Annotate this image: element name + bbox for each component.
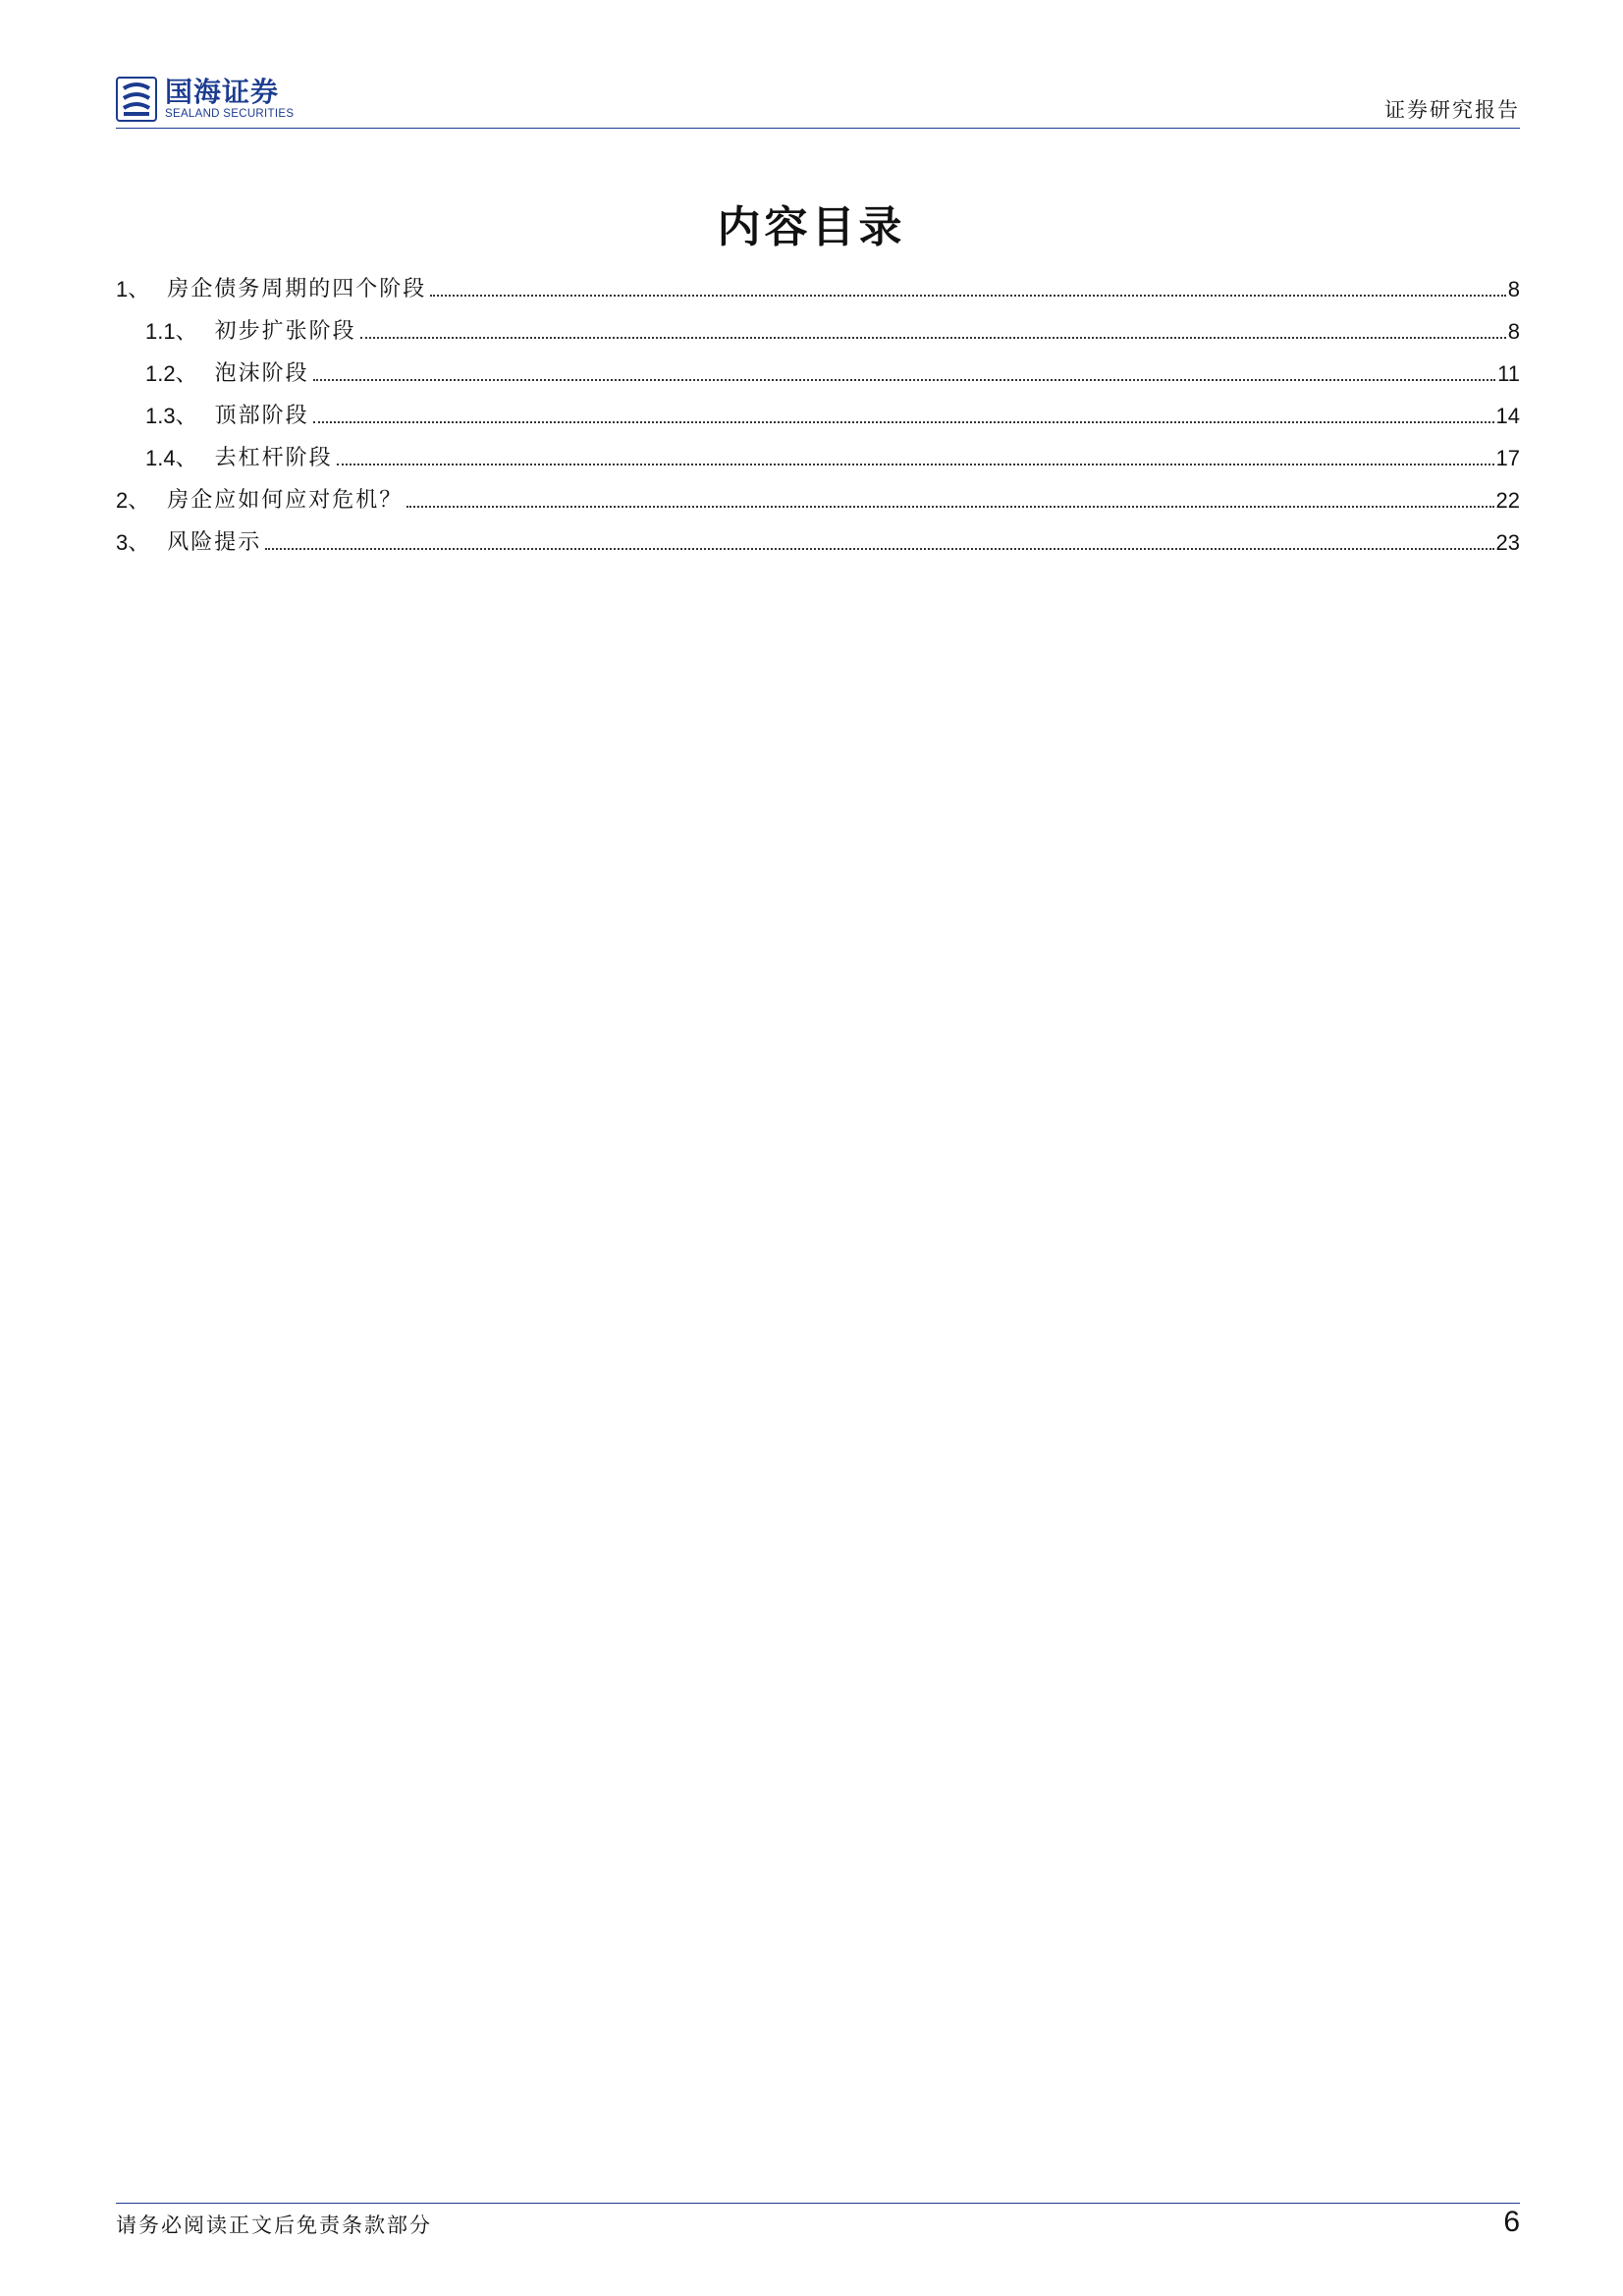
toc-entry-1-1[interactable]	[116, 315, 1520, 347]
footer-disclaimer: 请务必阅读正文后免责条款部分	[116, 2214, 432, 2237]
toc-label: 泡沫阶段	[214, 361, 309, 386]
toc-number: 1、	[116, 277, 150, 301]
toc-number: 1.2、	[145, 361, 197, 386]
toc-page-number: 14	[1495, 404, 1520, 428]
toc-label: 房企债务周期的四个阶段	[167, 277, 427, 301]
toc-page-number: 8	[1507, 319, 1520, 344]
toc-entry-2[interactable]	[116, 484, 1520, 516]
toc-number: 1.3、	[145, 404, 197, 428]
toc-number: 1.4、	[145, 446, 197, 470]
logo-chinese-name: 国海证券	[165, 76, 280, 108]
toc-page-number: 23	[1495, 530, 1520, 555]
toc-number: 1.1、	[145, 319, 197, 344]
toc-label: 顶部阶段	[214, 404, 309, 428]
header-divider	[116, 128, 1520, 129]
toc-dot-leader	[360, 337, 1506, 339]
toc-entry-1-3[interactable]	[116, 400, 1520, 431]
toc-entry-1[interactable]	[116, 273, 1520, 304]
toc-number: 2、	[116, 488, 150, 513]
toc-dot-leader	[406, 506, 1493, 508]
footer-page-number: 6	[1503, 2206, 1520, 2238]
toc-dot-leader	[313, 379, 1496, 381]
toc-dot-leader	[337, 464, 1494, 465]
toc-page-number: 22	[1495, 488, 1520, 513]
company-logo	[116, 71, 294, 128]
toc-page-number: 17	[1495, 446, 1520, 470]
toc-label: 风险提示	[167, 530, 262, 555]
toc-label: 初步扩张阶段	[214, 319, 356, 344]
toc-entry-1-4[interactable]	[116, 442, 1520, 473]
toc-dot-leader	[313, 421, 1494, 423]
footer-divider	[116, 2203, 1520, 2204]
toc-dot-leader	[430, 295, 1505, 297]
toc-entry-1-2[interactable]	[116, 357, 1520, 389]
page-header	[116, 71, 1520, 130]
report-type-label: 证券研究报告	[1384, 98, 1520, 122]
sealand-logo-icon	[116, 77, 157, 122]
logo-english-name: SEALAND SECURITIES	[165, 108, 295, 120]
toc-entry-3[interactable]	[116, 526, 1520, 558]
toc-number: 3、	[116, 530, 150, 555]
page-title: 内容目录	[717, 202, 906, 252]
toc-label: 去杠杆阶段	[214, 446, 333, 470]
toc-label: 房企应如何应对危机？	[167, 488, 404, 513]
toc-page-number: 11	[1497, 361, 1520, 386]
toc-page-number: 8	[1507, 277, 1520, 301]
toc-dot-leader	[265, 548, 1493, 550]
